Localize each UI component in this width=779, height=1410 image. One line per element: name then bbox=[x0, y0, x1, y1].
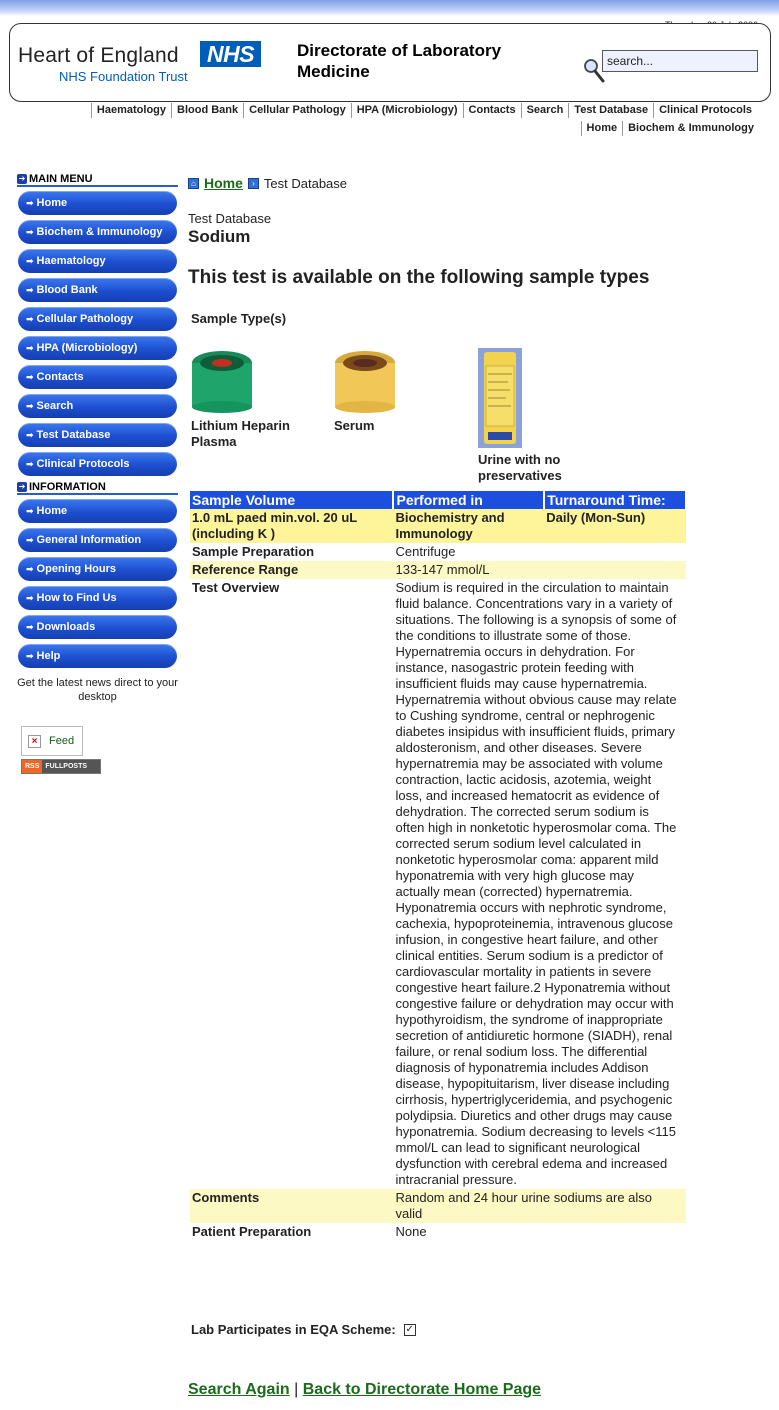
feed-button[interactable] bbox=[21, 726, 83, 756]
section-kicker: Test Database bbox=[188, 211, 272, 226]
arrow-icon: ➡ bbox=[26, 256, 34, 266]
arrow-icon: ➡ bbox=[26, 430, 34, 440]
table-row bbox=[190, 561, 686, 579]
sample-types bbox=[188, 348, 688, 498]
sidebar-item-label: HPA (Microbiology) bbox=[36, 342, 138, 354]
sample-label: Urine with no preservatives bbox=[478, 452, 562, 483]
arrow-icon: ➡ bbox=[26, 459, 34, 469]
performed-in-value: Biochemistry and Immunology bbox=[393, 509, 544, 543]
sidebar-item-label: Home bbox=[36, 505, 68, 517]
sample-volume-value: 1.0 mL paed min.vol. 20 uL (including K ) bbox=[190, 509, 393, 543]
topnav-test-database[interactable]: Test Database bbox=[568, 103, 653, 118]
feed-label: Feed bbox=[49, 735, 75, 747]
sidebar-item-label: How to Find Us bbox=[36, 592, 117, 604]
table-header-row bbox=[190, 491, 686, 509]
sidebar-item-downloads[interactable] bbox=[18, 615, 177, 639]
arrow-icon: ➡ bbox=[26, 372, 34, 382]
sidebar-item-cellular-pathology[interactable] bbox=[18, 307, 177, 331]
directorate-title: Directorate of Laboratory Medicine bbox=[297, 41, 502, 81]
information-heading-label: INFORMATION bbox=[29, 481, 106, 493]
sidebar-item-label: Home bbox=[36, 197, 68, 209]
page-title: Sodium bbox=[188, 227, 251, 246]
arrow-icon: ➡ bbox=[26, 564, 34, 574]
nhs-logo: NHS bbox=[200, 41, 261, 67]
news-prompt: Get the latest news direct to your desktop bbox=[17, 677, 178, 703]
sidebar-item-haematology[interactable] bbox=[18, 249, 177, 273]
topnav-contacts[interactable]: Contacts bbox=[463, 103, 521, 118]
table-row bbox=[190, 543, 686, 561]
arrow-icon: ➡ bbox=[26, 593, 34, 603]
topnav-blood-bank[interactable]: Blood Bank bbox=[171, 103, 243, 118]
breadcrumb-home-link[interactable]: Home bbox=[204, 175, 243, 191]
arrow-icon: ➡ bbox=[26, 314, 34, 324]
green-tube-cap-icon bbox=[191, 348, 253, 414]
test-overview-value: Sodium is required in the circulation to maintain fluid balance. Concentrations vary in a variety of situations. The following is a synopsis of some of the conditions to illustrate some of those. Hypernatremia occurs in dehydration. For instance, nasogastric protein feeding with insufficient fluids may cause hypernatremia. Hypernatremia without obvious cause may relate to Cushing syndrome, central or nephrogenic diabetes insipidus with insufficient fluids, primary aldosteronism, and other diseases. Severe hypernatremia may be associated with volume contraction, lactic acidosis, azotemia, weight loss, and increased hematocrit as evidence of dehydration. The corrected serum sodium is often high in nonketotic hyperosmolar coma. The corrected serum sodium level calculated in nonketotic hyperosmolar coma: apparent mild hyponatremia with very high glucose may actually mean (corrected) hypernatremia. Hyponatremia occurs with nephrotic syndrome, cachexia, hypoproteinemia, intravenous glucose infusion, in congestive heart failure, and other clinical entities. Serum sodium is a predictor of cardiovascular mortality in patients in severe congestive heart failure.2 Hyponatremia without congestive failure or dehydration may occur with hypothyroidism, the syndrome of inappropriate secretion of antidiuretic hormone (SIADH), renal failure, or renal sodium loss. The differential diagnosis of hyponatremia includes Addison disease, hypopituitarism, liver disease including cirrhosis, hypertriglyceridemia, and psychogenic polydipsia. Diuretics and other drugs may cause hyponatremia. Sodium decreasing to levels <115 mmol/L can lead to significant neurological dysfunction with cerebral edema and increased intracranial pressure. bbox=[395, 580, 677, 1187]
availability-heading: This test is available on the following sample types bbox=[188, 267, 650, 288]
header-turnaround: Turnaround Time: bbox=[544, 491, 686, 509]
sidebar-item-label: Haematology bbox=[36, 255, 106, 267]
rss-badge-label: RSS bbox=[22, 760, 42, 773]
main-menu-heading bbox=[17, 173, 178, 187]
top-navigation-row2 bbox=[581, 121, 759, 136]
sidebar-item-label: Test Database bbox=[36, 429, 111, 441]
sample-types-heading: Sample Type(s) bbox=[191, 311, 287, 326]
yellow-tube-cap-icon bbox=[334, 348, 396, 414]
sample-urine bbox=[478, 348, 608, 484]
table-row bbox=[190, 509, 686, 543]
patient-preparation-label: Patient Preparation bbox=[192, 1224, 312, 1239]
main-content bbox=[188, 176, 688, 498]
sidebar-item-general-information[interactable] bbox=[18, 528, 177, 552]
arrow-right-icon: ➔ bbox=[18, 174, 26, 183]
arrow-icon: ➡ bbox=[26, 198, 34, 208]
eqa-scheme bbox=[191, 1322, 416, 1337]
sample-preparation-value: Centrifuge bbox=[395, 544, 456, 559]
sidebar-item-label: Blood Bank bbox=[36, 284, 98, 296]
link-separator: | bbox=[294, 1381, 299, 1398]
topnav-haematology[interactable]: Haematology bbox=[91, 103, 171, 118]
arrow-icon: ➡ bbox=[26, 343, 34, 353]
table-row bbox=[190, 1189, 686, 1223]
sample-label: Lithium Heparin Plasma bbox=[191, 418, 290, 449]
arrow-right-icon: › bbox=[248, 178, 259, 189]
sidebar-item-label: Cellular Pathology bbox=[36, 313, 134, 325]
turnaround-value: Daily (Mon-Sun) bbox=[544, 509, 686, 543]
rss-fullposts-badge[interactable] bbox=[21, 759, 101, 774]
sidebar-item-label: Opening Hours bbox=[36, 563, 116, 575]
reference-range-value: 133-147 mmol/L bbox=[393, 561, 686, 579]
logo-org-name: Heart of England bbox=[18, 44, 179, 67]
sidebar-item-blood-bank[interactable] bbox=[18, 278, 177, 302]
header-performed-in: Performed in bbox=[393, 491, 544, 509]
sidebar-item-opening-hours[interactable] bbox=[18, 557, 177, 581]
home-icon: ⌂ bbox=[188, 178, 199, 189]
arrow-icon: ➡ bbox=[26, 285, 34, 295]
sidebar-item-info-home[interactable] bbox=[18, 499, 177, 523]
logo-trust-name: NHS Foundation Trust bbox=[59, 69, 188, 84]
sidebar-item-clinical-protocols[interactable] bbox=[18, 452, 177, 476]
sidebar-item-label: Clinical Protocols bbox=[36, 458, 130, 470]
arrow-icon: ➡ bbox=[26, 622, 34, 632]
sidebar-item-search[interactable] bbox=[18, 394, 177, 418]
arrow-icon: ➡ bbox=[26, 506, 34, 516]
table-row bbox=[190, 1223, 686, 1241]
arrow-icon: ➡ bbox=[26, 535, 34, 545]
arrow-icon: ➡ bbox=[26, 227, 34, 237]
comments-label: Comments bbox=[190, 1189, 393, 1223]
comments-value: Random and 24 hour urine sodiums are also valid bbox=[393, 1189, 686, 1223]
sidebar-item-label: Help bbox=[36, 650, 61, 662]
topnav-cellular-pathology[interactable]: Cellular Pathology bbox=[243, 103, 351, 118]
urine-container-icon bbox=[478, 348, 522, 448]
top-navigation bbox=[91, 103, 757, 118]
eqa-checkbox: ✓ bbox=[405, 1323, 414, 1335]
broken-image-icon: × bbox=[28, 735, 41, 748]
test-details-table bbox=[190, 491, 687, 1241]
main-menu-heading-label: MAIN MENU bbox=[29, 173, 93, 185]
arrow-right-icon: ➔ bbox=[18, 482, 26, 491]
eqa-label: Lab Participates in EQA Scheme: bbox=[191, 1322, 396, 1337]
sidebar-item-help[interactable] bbox=[18, 644, 177, 668]
sidebar-item-how-to-find-us[interactable] bbox=[18, 586, 177, 610]
topnav-search[interactable]: Search bbox=[521, 103, 569, 118]
breadcrumb-current: Test Database bbox=[263, 175, 348, 191]
sidebar-item-label: Contacts bbox=[36, 371, 84, 383]
patient-preparation-value: None bbox=[395, 1224, 427, 1239]
arrow-icon: ➡ bbox=[26, 651, 34, 661]
bottom-links bbox=[188, 1381, 541, 1399]
site-header bbox=[9, 23, 771, 102]
information-heading bbox=[17, 481, 178, 495]
trust-logo[interactable] bbox=[18, 44, 188, 84]
sidebar-item-label: Downloads bbox=[36, 621, 96, 633]
top-gradient-bar bbox=[0, 0, 779, 16]
breadcrumb bbox=[188, 176, 688, 190]
sidebar-item-test-database[interactable] bbox=[18, 423, 177, 447]
test-overview-label: Test Overview bbox=[192, 580, 280, 595]
sidebar-item-label: Search bbox=[36, 400, 74, 412]
search-again-link[interactable]: Search Again bbox=[188, 1381, 290, 1398]
header-sample-volume: Sample Volume bbox=[190, 491, 393, 509]
sidebar-item-hpa[interactable] bbox=[18, 336, 177, 360]
topnav-hpa[interactable]: HPA (Microbiology) bbox=[351, 103, 463, 118]
back-to-home-link[interactable]: Back to Directorate Home Page bbox=[302, 1381, 542, 1398]
topnav-biochem[interactable]: Biochem & Immunology bbox=[622, 121, 759, 136]
arrow-icon: ➡ bbox=[26, 401, 34, 411]
sidebar-item-biochem[interactable] bbox=[18, 220, 177, 244]
table-row bbox=[190, 579, 686, 1189]
sample-label: Serum bbox=[334, 418, 375, 433]
sample-preparation-label: Sample Preparation bbox=[192, 544, 315, 559]
topnav-clinical-protocols[interactable]: Clinical Protocols bbox=[653, 103, 757, 118]
fullposts-badge-label: FULLPOSTS bbox=[45, 763, 88, 770]
sidebar-item-label: Biochem & Immunology bbox=[36, 226, 163, 238]
topnav-home[interactable]: Home bbox=[581, 121, 623, 136]
sidebar bbox=[17, 173, 178, 774]
sidebar-item-contacts[interactable] bbox=[18, 365, 177, 389]
sample-lithium-heparin bbox=[191, 348, 321, 450]
search-input[interactable] bbox=[602, 50, 758, 72]
sample-serum bbox=[334, 348, 414, 434]
reference-range-label: Reference Range bbox=[190, 561, 393, 579]
sidebar-item-label: General Information bbox=[36, 534, 142, 546]
sidebar-item-home[interactable] bbox=[18, 191, 177, 215]
